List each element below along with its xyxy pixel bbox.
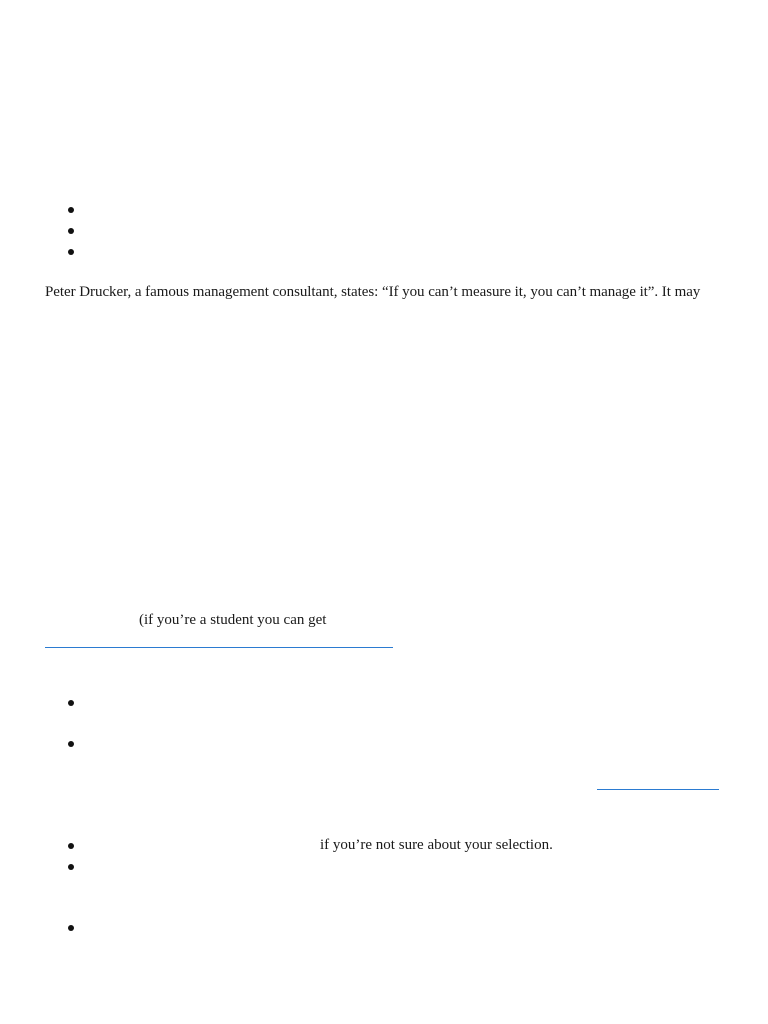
list-bullet xyxy=(68,700,74,706)
list-bullet xyxy=(68,843,74,849)
list-bullet xyxy=(68,925,74,931)
student-note-text: (if you’re a student you can get xyxy=(139,612,327,628)
selection-note-text: if you’re not sure about your selection. xyxy=(320,837,553,853)
list-bullet xyxy=(68,864,74,870)
list-bullet xyxy=(68,207,74,213)
link-underline[interactable] xyxy=(45,647,393,648)
drucker-paragraph: Peter Drucker, a famous management consultant, states: “If you can’t measure it, you can’t manage it”. It may xyxy=(45,284,701,300)
list-bullet xyxy=(68,228,74,234)
list-bullet xyxy=(68,741,74,747)
link-underline[interactable] xyxy=(597,789,719,790)
list-bullet xyxy=(68,249,74,255)
